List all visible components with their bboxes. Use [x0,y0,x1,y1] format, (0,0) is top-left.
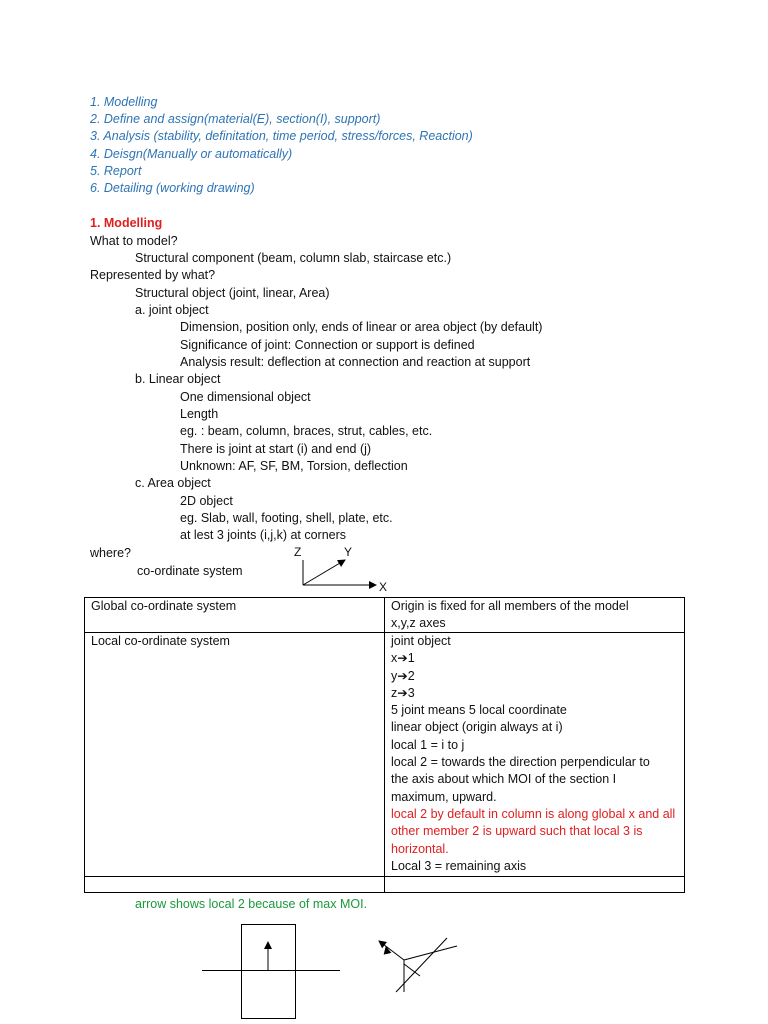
row2-line-5: 5 joint means 5 local coordinate [391,703,567,718]
linear-line-4: There is joint at start (i) and end (j) [180,442,372,456]
outline-item-1: 1. Modelling [90,95,158,109]
linear-line-5: Unknown: AF, SF, BM, Torsion, deflection [180,459,408,473]
row1-right-line-2: x,y,z axes [391,616,446,631]
answer-coordinate-system: co-ordinate system [137,564,243,578]
outline-item-4: 4. Deisgn(Manually or automatically) [90,147,293,161]
outline-item-6: 6. Detailing (working drawing) [90,181,255,195]
question-where: where? [90,546,131,560]
row2-line-9: the axis about which MOI of the section I [391,772,617,787]
row2-line-7: local 1 = i to j [391,737,465,752]
row2-line-2: x➔1 [391,651,415,666]
row2-red-line-3: horizontal. [391,841,449,856]
row2-line-8: local 2 = towards the direction perpendicular to [391,755,650,770]
joint-object-title: a. joint object [135,303,209,317]
diagram-caption: arrow shows local 2 because of max MOI. [135,897,368,911]
linear-line-1: One dimensional object [180,390,311,404]
section-moi-diagram [202,925,340,1019]
linear-line-3: eg. : beam, column, braces, strut, cables, etc. [180,424,433,438]
area-line-3: at lest 3 joints (i,j,k) at corners [180,528,347,542]
row1-right-line-1: Origin is fixed for all members of the model [391,599,629,613]
joint-line-3: Analysis result: deflection at connection and reaction at support [180,355,531,369]
inclined-member-diagram [379,938,457,992]
row2-line-1: joint object [391,634,451,648]
section-heading: 1. Modelling [90,216,163,230]
outline-item-3: 3. Analysis (stability, definitation, time period, stress/forces, Reaction) [90,129,473,143]
question-represented-by: Represented by what? [90,268,216,282]
joint-line-2: Significance of joint: Connection or support is defined [180,338,475,352]
table-row1-right [391,598,629,633]
row2-red-line-2: other member 2 is upward such that local 3 is [391,824,643,839]
row2-line-4: z➔3 [391,685,415,700]
outline-item-5: 5. Report [90,164,142,178]
joint-line-1: Dimension, position only, ends of linear or area object (by default) [180,320,543,334]
answer-structural-component: Structural component (beam, column slab, staircase etc.) [135,251,452,265]
area-object-title: c. Area object [135,476,211,490]
axis-label-y: Y [344,545,353,559]
table-row2-left: Local co-ordinate system [91,634,230,648]
linear-object-title: b. Linear object [135,372,221,386]
row2-line-3: y➔2 [391,668,415,683]
row2-line-10: maximum, upward. [391,789,497,804]
row2-line-last: Local 3 = remaining axis [391,858,527,873]
row2-red-line-1: local 2 by default in column is along global x and all [391,806,676,821]
answer-structural-object: Structural object (joint, linear, Area) [135,286,330,300]
row2-line-6: linear object (origin always at i) [391,720,563,735]
linear-line-2: Length [180,407,219,421]
question-what-to-model: What to model? [90,234,178,248]
outline-item-2: 2. Define and assign(material(E), section(I), support) [90,112,381,126]
area-line-2: eg. Slab, wall, footing, shell, plate, etc. [180,511,393,525]
axis-label-z: Z [294,545,302,559]
axis-label-x: X [379,580,388,594]
table-row1-left: Global co-ordinate system [91,599,237,613]
area-line-1: 2D object [180,494,233,508]
global-axes-diagram [303,560,376,585]
table-row2-right [391,633,675,875]
